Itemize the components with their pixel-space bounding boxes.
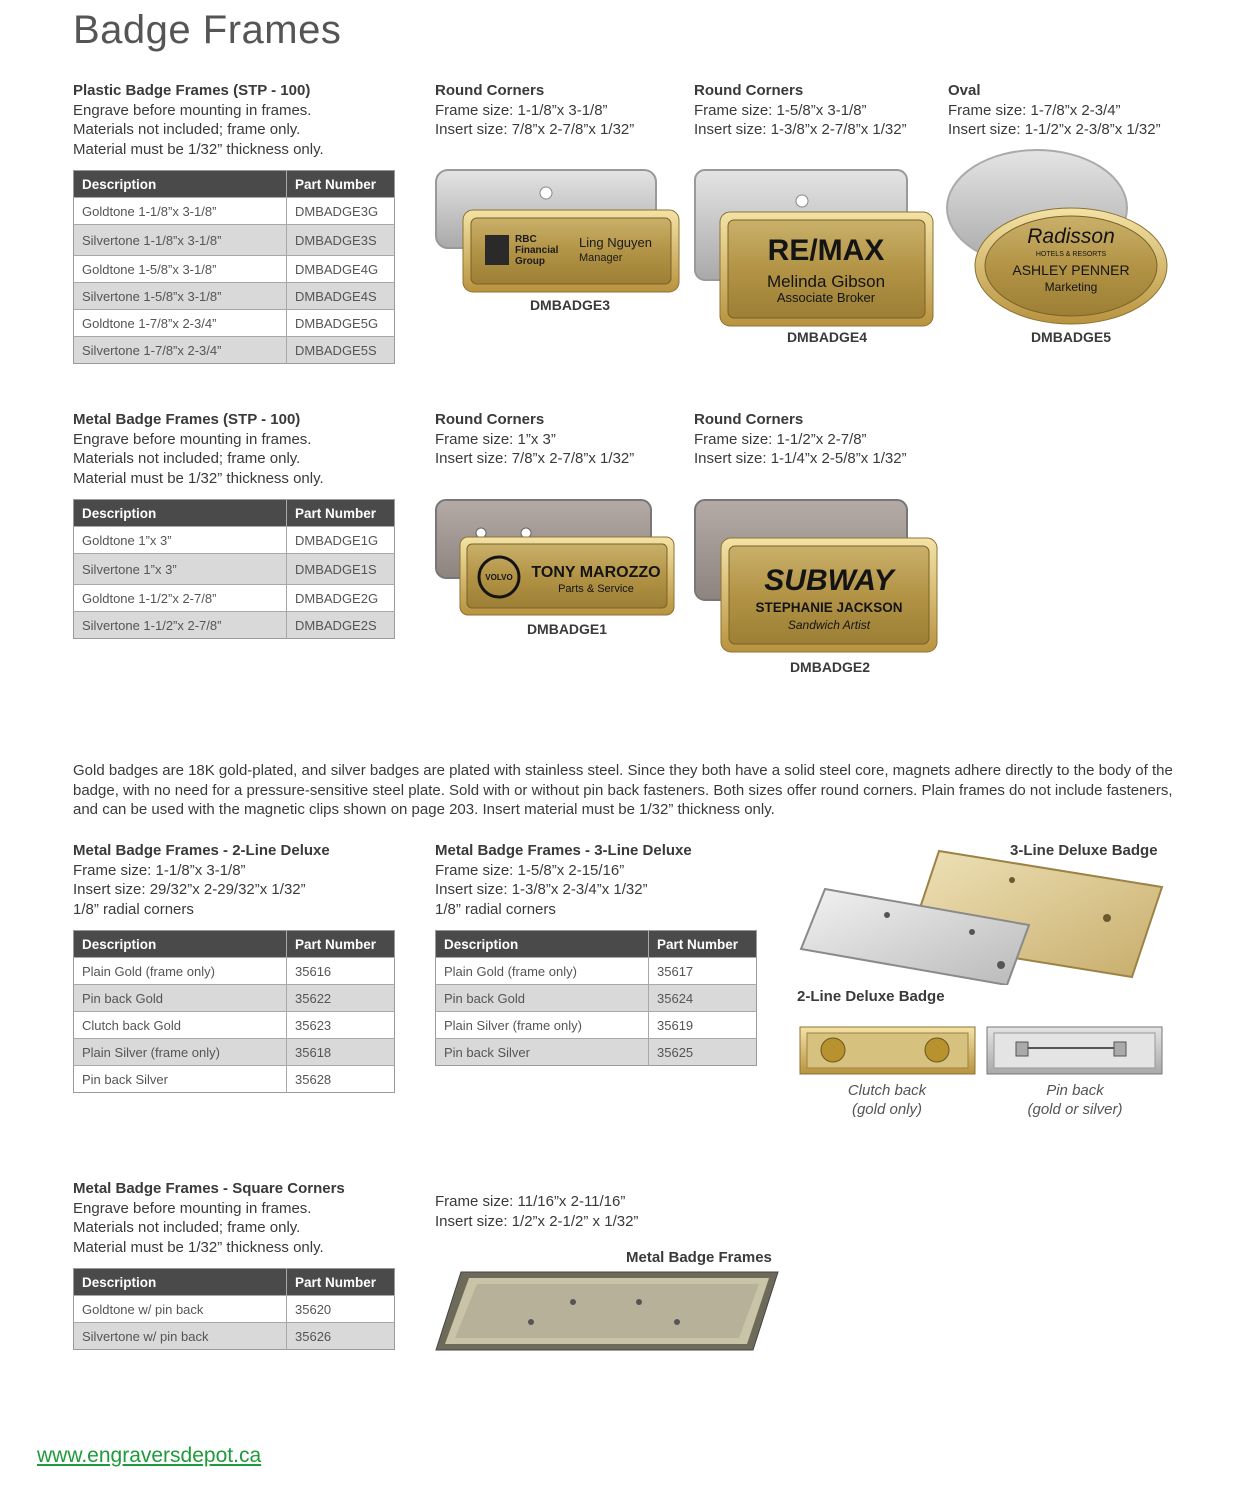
product-spec-dmbadge5	[948, 81, 1161, 140]
cell-part-number: 35625	[649, 1039, 757, 1066]
table-row	[74, 310, 395, 337]
cell-part-number: DMBADGE2S	[287, 612, 395, 639]
badge-logo-text: Group	[515, 256, 545, 267]
table-row	[74, 225, 395, 256]
deluxe2-line: Frame size: 1-1/8”x 3-1/8”	[73, 861, 246, 879]
deluxe3-line: Insert size: 1-3/8”x 2-3/4”x 1/32”	[435, 881, 648, 898]
insert-size: Insert size: 7/8”x 2-7/8”x 1/32”	[435, 450, 635, 467]
clutch-back-image	[799, 1026, 977, 1076]
table-header-row	[74, 171, 395, 198]
cell-part-number: 35617	[649, 958, 757, 985]
square-line: Engrave before mounting in frames.	[73, 1199, 312, 1217]
table-row	[436, 958, 757, 985]
cell-description: Silvertone 1”x 3”	[74, 554, 287, 585]
plastic-line: Engrave before mounting in frames.	[73, 101, 312, 119]
badge-logo-text: SUBWAY	[764, 564, 894, 597]
square-image-label: Metal Badge Frames	[626, 1249, 772, 1266]
pin-back-label: Pin back	[1046, 1082, 1104, 1099]
cell-description: Clutch back Gold	[74, 1012, 287, 1039]
cell-description: Goldtone 1-5/8”x 3-1/8”	[74, 256, 287, 283]
badge-logo-sub: HOTELS & RESORTS	[1035, 251, 1107, 258]
cell-part-number: DMBADGE4S	[287, 283, 395, 310]
metal-line: Engrave before mounting in frames.	[73, 430, 312, 448]
insert-size: Insert size: 1/2”x 2-1/2” x 1/32”	[435, 1212, 639, 1230]
cell-part-number: 35624	[649, 985, 757, 1012]
badge-role-text: Parts & Service	[558, 583, 634, 595]
table-row	[74, 585, 395, 612]
square-line: Material must be 1/32” thickness only.	[73, 1238, 324, 1256]
badge-image-dmbadge3	[433, 165, 683, 295]
cell-description: Plain Silver (frame only)	[436, 1012, 649, 1039]
metal-section-text	[73, 410, 324, 488]
page-title: Badge Frames	[73, 8, 342, 52]
table-row	[436, 1012, 757, 1039]
cell-part-number: 35628	[287, 1066, 395, 1093]
square-spec	[435, 1192, 638, 1231]
table-row	[74, 612, 395, 639]
cell-part-number: 35623	[287, 1012, 395, 1039]
product-spec-dmbadge3	[435, 81, 634, 140]
plastic-table	[73, 170, 395, 364]
product-spec-dmbadge2	[694, 410, 907, 469]
cell-part-number: DMBADGE5S	[287, 337, 395, 364]
cell-part-number: 35620	[287, 1296, 395, 1323]
badge-logo-text: Financial	[515, 245, 559, 256]
table-row	[74, 1323, 395, 1350]
frame-size: Frame size: 1-5/8”x 3-1/8”	[694, 101, 867, 119]
badge-name-text: STEPHANIE JACKSON	[755, 600, 903, 615]
badge-name-text: Melinda Gibson	[766, 272, 886, 291]
cell-description: Goldtone 1-7/8”x 2-3/4”	[74, 310, 287, 337]
cell-part-number: 35616	[287, 958, 395, 985]
product-heading: Round Corners	[435, 82, 545, 99]
col-part-number: Part Number	[287, 931, 395, 958]
cell-part-number: DMBADGE1G	[287, 527, 395, 554]
deluxe3-heading: Metal Badge Frames - 3-Line Deluxe	[435, 842, 692, 859]
cell-part-number: DMBADGE5G	[287, 310, 395, 337]
badge-image-dmbadge1	[433, 495, 683, 620]
product-spec-dmbadge4	[694, 81, 907, 140]
clutch-back-label: Clutch back	[847, 1082, 927, 1099]
pin-back-note: (gold or silver)	[1027, 1101, 1123, 1118]
square-line: Materials not included; frame only.	[73, 1219, 301, 1236]
table-header-row	[74, 931, 395, 958]
col-part-number: Part Number	[649, 931, 757, 958]
cell-description: Pin back Silver	[74, 1066, 287, 1093]
badge-logo-text: RBC	[515, 234, 537, 245]
cell-description: Silvertone w/ pin back	[74, 1323, 287, 1350]
cell-part-number: 35622	[287, 985, 395, 1012]
deluxe-badges-image	[797, 845, 1167, 985]
table-row	[74, 985, 395, 1012]
cell-description: Goldtone 1”x 3”	[74, 527, 287, 554]
badge-name-text: Ling Nguyen	[579, 235, 652, 250]
deluxe2-section-text	[73, 841, 330, 919]
product-heading: Oval	[948, 82, 981, 99]
label-2line-deluxe: 2-Line Deluxe Badge	[797, 988, 945, 1005]
caption-dmbadge4: DMBADGE4	[786, 329, 868, 345]
table-row	[74, 337, 395, 364]
col-part-number: Part Number	[287, 500, 395, 527]
table-row	[74, 527, 395, 554]
frame-size: Frame size: 1”x 3”	[435, 430, 556, 448]
badge-logo-text: RE/MAX	[767, 234, 885, 267]
plastic-section-text	[73, 81, 324, 159]
col-description: Description	[74, 1269, 287, 1296]
metal-line: Materials not included; frame only.	[73, 450, 301, 467]
info-paragraph: Gold badges are 18K gold-plated, and silver badges are plated with stainless steel. Since they both have a solid steel core, magnets adhere directly to the body of the badge, with no need for a pressure-sensitive steel plate. Sold with or without pin back fasteners. Both sizes offer round corners. Plain frames do not include fasteners, and can be used with the magnetic clips shown on page 203. Insert material must be 1/32” thickness only.	[73, 762, 1173, 818]
cell-description: Goldtone 1-1/8”x 3-1/8”	[74, 198, 287, 225]
metal-table	[73, 499, 395, 639]
product-spec-dmbadge1	[435, 410, 634, 469]
clutch-back-caption	[812, 1081, 962, 1119]
cell-description: Silvertone 1-7/8”x 2-3/4”	[74, 337, 287, 364]
product-heading: Round Corners	[435, 411, 545, 428]
insert-size: Insert size: 1-3/8”x 2-7/8”x 1/32”	[694, 121, 907, 138]
deluxe3-table	[435, 930, 757, 1066]
deluxe2-line: 1/8” radial corners	[73, 900, 194, 918]
deluxe2-table	[73, 930, 395, 1093]
table-row	[74, 958, 395, 985]
cell-description: Silvertone 1-1/8”x 3-1/8”	[74, 225, 287, 256]
badge-image-dmbadge4	[692, 165, 942, 330]
cell-part-number: DMBADGE2G	[287, 585, 395, 612]
plastic-line: Material must be 1/32” thickness only.	[73, 140, 324, 158]
cell-part-number: 35618	[287, 1039, 395, 1066]
cell-description: Plain Gold (frame only)	[74, 958, 287, 985]
cell-part-number: 35619	[649, 1012, 757, 1039]
cell-part-number: DMBADGE3S	[287, 225, 395, 256]
table-row	[74, 1039, 395, 1066]
deluxe3-section-text	[435, 841, 692, 919]
plastic-heading: Plastic Badge Frames (STP - 100)	[73, 82, 311, 99]
table-row	[74, 1296, 395, 1323]
plastic-line: Materials not included; frame only.	[73, 121, 301, 138]
badge-name-text: ASHLEY PENNER	[1012, 262, 1130, 278]
cell-part-number: DMBADGE1S	[287, 554, 395, 585]
deluxe2-line: Insert size: 29/32”x 2-29/32”x 1/32”	[73, 881, 306, 898]
square-table	[73, 1268, 395, 1350]
col-part-number: Part Number	[287, 1269, 395, 1296]
square-frame-image	[433, 1268, 783, 1353]
deluxe3-line: 1/8” radial corners	[435, 900, 556, 918]
deluxe2-heading: Metal Badge Frames - 2-Line Deluxe	[73, 842, 330, 859]
frame-size: Frame size: 1-1/2”x 2-7/8”	[694, 430, 867, 448]
table-header-row	[436, 931, 757, 958]
cell-part-number: DMBADGE4G	[287, 256, 395, 283]
table-row	[74, 1066, 395, 1093]
cell-part-number: DMBADGE3G	[287, 198, 395, 225]
caption-dmbadge2: DMBADGE2	[789, 659, 871, 675]
insert-size: Insert size: 7/8”x 2-7/8”x 1/32”	[435, 121, 635, 138]
table-row	[74, 283, 395, 310]
square-heading: Metal Badge Frames - Square Corners	[73, 1180, 345, 1197]
col-description: Description	[74, 171, 287, 198]
cell-description: Silvertone 1-1/2”x 2-7/8”	[74, 612, 287, 639]
badge-logo-text: VOLVO	[485, 573, 513, 582]
table-header-row	[74, 500, 395, 527]
cell-description: Pin back Silver	[436, 1039, 649, 1066]
badge-role-text: Manager	[579, 252, 623, 264]
caption-dmbadge1: DMBADGE1	[526, 621, 608, 637]
cell-description: Plain Gold (frame only)	[436, 958, 649, 985]
badge-logo-text: Radisson	[1027, 225, 1115, 248]
cell-description: Goldtone 1-1/2”x 2-7/8”	[74, 585, 287, 612]
footer-website-link[interactable]: www.engraversdepot.ca	[37, 1444, 262, 1467]
caption-dmbadge5: DMBADGE5	[1030, 329, 1112, 345]
clutch-back-note: (gold only)	[851, 1101, 923, 1118]
table-row	[74, 1012, 395, 1039]
table-row	[436, 1039, 757, 1066]
badge-role-text: Sandwich Artist	[787, 618, 871, 632]
col-part-number: Part Number	[287, 171, 395, 198]
metal-heading: Metal Badge Frames (STP - 100)	[73, 411, 301, 428]
col-description: Description	[74, 500, 287, 527]
frame-size: Frame size: 1-1/8”x 3-1/8”	[435, 101, 608, 119]
cell-part-number: 35626	[287, 1323, 395, 1350]
table-row	[74, 198, 395, 225]
square-section-text	[73, 1179, 345, 1257]
cell-description: Goldtone w/ pin back	[74, 1296, 287, 1323]
cell-description: Pin back Gold	[436, 985, 649, 1012]
badge-name-text: TONY MAROZZO	[531, 564, 661, 581]
pin-back-caption	[995, 1081, 1155, 1119]
table-header-row	[74, 1269, 395, 1296]
deluxe3-line: Frame size: 1-5/8”x 2-15/16”	[435, 861, 625, 879]
frame-size: Frame size: 11/16”x 2-11/16”	[435, 1193, 626, 1210]
metal-line: Material must be 1/32” thickness only.	[73, 469, 324, 487]
insert-size: Insert size: 1-1/2”x 2-3/8”x 1/32”	[948, 121, 1161, 138]
badge-role-text: Marketing	[1044, 280, 1098, 294]
product-heading: Round Corners	[694, 82, 804, 99]
badge-image-dmbadge2	[692, 495, 942, 655]
cell-description: Silvertone 1-5/8”x 3-1/8”	[74, 283, 287, 310]
label-3line-deluxe: 3-Line Deluxe Badge	[1010, 842, 1158, 859]
col-description: Description	[436, 931, 649, 958]
cell-description: Plain Silver (frame only)	[74, 1039, 287, 1066]
table-row	[74, 256, 395, 283]
pin-back-image	[986, 1026, 1164, 1076]
col-description: Description	[74, 931, 287, 958]
cell-description: Pin back Gold	[74, 985, 287, 1012]
table-row	[74, 554, 395, 585]
insert-size: Insert size: 1-1/4”x 2-5/8”x 1/32”	[694, 450, 907, 467]
table-row	[436, 985, 757, 1012]
caption-dmbadge3: DMBADGE3	[529, 297, 611, 313]
frame-size: Frame size: 1-7/8”x 2-3/4”	[948, 101, 1121, 119]
product-heading: Round Corners	[694, 411, 804, 428]
badge-role-text: Associate Broker	[776, 290, 876, 305]
badge-image-dmbadge5	[945, 148, 1185, 328]
